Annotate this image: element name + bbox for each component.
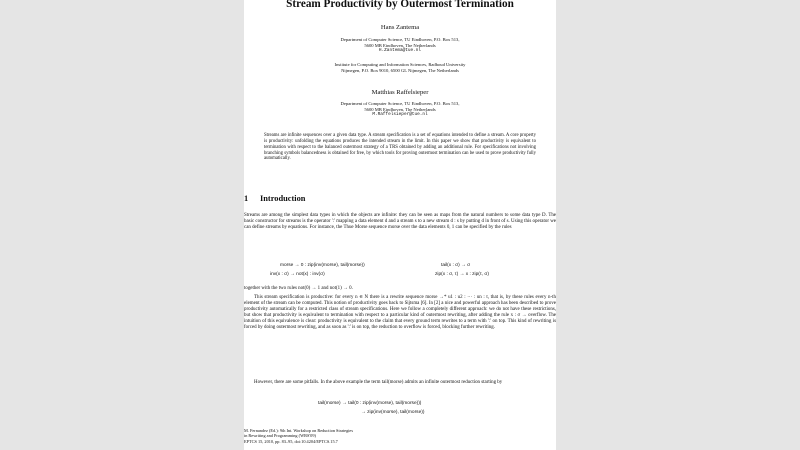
intro-paragraph-4: However, there are some pitfalls. In the above example the term tail(morse) admits an infinite outermost reduction starting by (254, 380, 503, 385)
intro-paragraph-1: Streams are among the simplest data types in which the objects are infinite: they can be seen as maps from the natural numbers to some data type D. The basic constructor for streams is the operator ':' mapping a data element d and a stream s to a new stream d : s by putting d in front of s. Using this operator we can define streams by equations. For instance, the Thue Morse sequence morse over the data elements 0, 1 can be specified by the rules (244, 213, 556, 231)
reduction-step-1: tail(morse) → tail(0 : zip(inv(morse), tail(morse))) (318, 401, 422, 406)
section-title: Introduction (260, 194, 306, 203)
author-email-1: H.Zantema@tue.nl (378, 48, 422, 54)
affiliation-line: Department of Computer Science, TU Eindhoven, P.O. Box 513, (340, 101, 460, 106)
intro-paragraph-2: together with the two rules not(0) → 1 and not(1) → 0. (244, 286, 353, 291)
paper-page (244, 0, 556, 450)
paper-title: Stream Productivity by Outermost Termination (286, 0, 514, 10)
footer-citation (244, 428, 353, 444)
affiliation-line: 5600 MB Eindhoven, The Netherlands (364, 106, 436, 112)
footer-line: M. Fernandez (Ed.): 9th Int. Workshop on Reduction Strategies (244, 428, 354, 433)
affiliation-line: Nijmegen, P.O. Box 9010, 6500 GL Nijmegen, The Netherlands (341, 67, 459, 73)
affiliation-line: 5600 MB Eindhoven, The Netherlands (364, 42, 436, 48)
affiliation-line: Institute for Computing and Information Sciences, Radboud University (334, 62, 466, 67)
affiliation-line: Department of Computer Science, TU Eindhoven, P.O. Box 513, (340, 37, 460, 42)
intro-paragraph-3: This stream specification is productive: for every n ∈ N there is a rewrite sequence morse →* u1 : u2 : ··· : un : t, that is, by these rules every n-th element of the stream can be computed. This notion of productivity goes back to Sijtsma [6]. In [2] a nice and powerful approach has been described to prove productivity automatically for a restricted class of stream specifications. Here we follow a completely different approach: we do not have these restrictions, but show that productivity is equivalent to termination with respect to a particular kind of outermost rewriting, after adding the rule x : σ → overflow. The intuition of this equivalence is clear: productivity is equivalent to the claim that every ground term rewrites to a term with ':' on top. This kind of rewriting is forced by doing outermost rewriting, and as soon as ':' is on top, the reduction to overflow is forced, blocking further rewriting. (244, 295, 556, 331)
footer-line: in Rewriting and Programming (WRS'09) (244, 433, 316, 439)
author-1-affiliation-1 (244, 37, 556, 54)
section-number: 1 (244, 194, 249, 203)
section-heading (244, 194, 305, 203)
rule-zip: zip(x : σ, τ) → x : zip(τ, σ) (435, 272, 489, 277)
author-name-1: Hans Zantema (380, 24, 420, 31)
footer-line: EPTCS 15, 2010, pp. 83–95, doi:10.4204/EPTCS.15.7 (244, 438, 338, 444)
abstract: Streams are infinite sequences over a given data type. A stream specification is a set of equations intended to define a stream. A core property is productivity: unfolding the equations produces the intended stream in the limit. In this paper we show that productivity is equivalent to termination with respect to the balanced outermost strategy of a TRS obtained by adding an additional rule. For specifications not involving branching symbols balancedness is obtained for free, by which tools for proving outermost termination can be used to prove productivity fully automatically. (264, 133, 536, 162)
author-2-affiliation-1 (244, 101, 556, 118)
rule-inv: inv(x : σ) → not(x) : inv(σ) (270, 272, 325, 277)
rule-tail: tail(x : σ) → σ (441, 263, 471, 268)
author-1-affiliation-2 (244, 62, 556, 73)
author-name-2: Matthias Raffelsieper (371, 89, 429, 96)
reduction-step-2: → zip(inv(morse), tail(morse)) (361, 410, 425, 415)
rule-morse: morse → 0 : zip(inv(morse), tail(morse)) (280, 263, 365, 268)
author-email-2: M.Raffelsieper@tue.nl (372, 112, 428, 118)
